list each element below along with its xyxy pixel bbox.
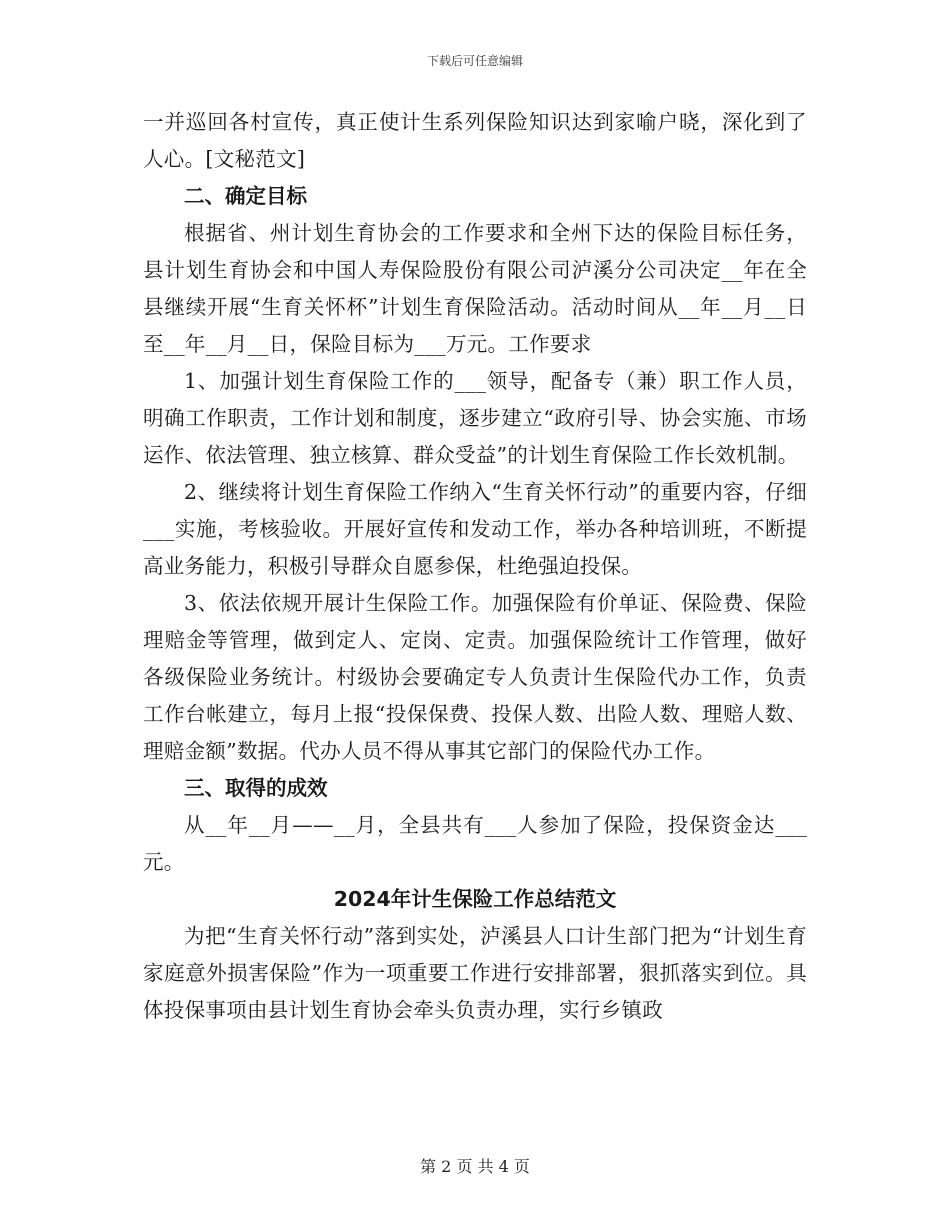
document-title: 2024年计生保险工作总结范文 bbox=[333, 887, 617, 911]
paragraph-results: 从__年__月——__月，全县共有___人参加了保险，投保资金达___元。 bbox=[143, 813, 807, 874]
paragraph-requirement-3: 3、依法依规开展计生保险工作。加强保险有价单证、保险费、保险理赔金等管理，做到定人、定岗、定责。加强保险统计工作管理，做好各级保险业务统计。村级协会要确定专人负责计生保险代办工作，负责工作台帐建立，每月上报“投保保费、投保人数、出险人数、理赔人数、理赔金额”数据。代办人员不得从事其它部门的保险代办工作。 bbox=[143, 591, 807, 763]
paragraph-requirement-1: 1、加强计划生育保险工作的___领导，配备专（兼）职工作人员，明确工作职责，工作计划和制度，逐步建立“政府引导、协会实施、市场运作、依法管理、独立核算、群众受益”的计划生育保险工作长效机制。 bbox=[143, 369, 807, 467]
page-number: 第 2 页 共 4 页 bbox=[420, 1157, 530, 1176]
paragraph-goals: 根据省、州计划生育协会的工作要求和全州下达的保险目标任务，县计划生育协会和中国人寿保险股份有限公司泸溪分公司决定__年在全县继续开展“生育关怀杯”计划生育保险活动。活动时间从__年__月__日至__年__月__日，保险目标为___万元。工作要求 bbox=[143, 221, 807, 356]
document-body bbox=[143, 104, 807, 1029]
header-note: 下载后可任意编辑 bbox=[426, 54, 523, 68]
section-heading-goals: 二、确定目标 bbox=[184, 184, 307, 208]
section-heading-results: 三、取得的成效 bbox=[184, 776, 328, 800]
paragraph-requirement-2: 2、继续将计划生育保险工作纳入“生育关怀行动”的重要内容，仔细___实施，考核验收。开展好宣传和发动工作，举办各种培训班，不断提高业务能力，积极引导群众自愿参保，杜绝强迫投保。 bbox=[143, 480, 807, 578]
paragraph-intro: 为把“生育关怀行动”落到实处，泸溪县人口计生部门把为“计划生育家庭意外损害保险”作为一项重要工作进行安排部署，狠抓落实到位。具体投保事项由县计划生育协会牵头负责办理，实行乡镇政 bbox=[143, 924, 807, 1022]
paragraph-continuation: 一并巡回各村宣传，真正使计生系列保险知识达到家喻户晓，深化到了人心。[文秘范文] bbox=[143, 110, 807, 171]
